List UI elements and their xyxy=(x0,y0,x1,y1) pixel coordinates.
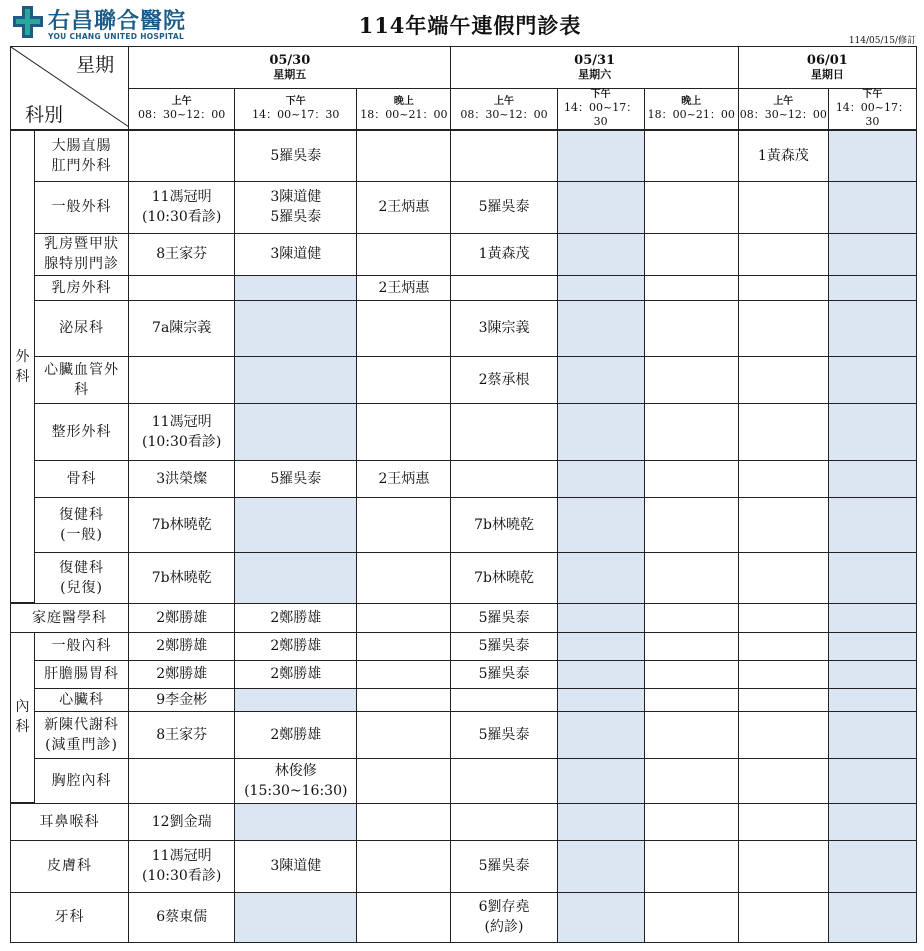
day-header-0601: 06/01 星期日 xyxy=(738,47,916,89)
page-title: 114年端午連假門診表 xyxy=(358,13,582,38)
schedule-cell: 5羅吳泰 xyxy=(451,603,557,632)
schedule-cell xyxy=(557,660,644,688)
schedule-cell xyxy=(644,300,738,356)
schedule-cell xyxy=(557,603,644,632)
schedule-cell: 5羅吳泰 xyxy=(451,840,557,892)
schedule-cell xyxy=(738,632,828,660)
schedule-cell xyxy=(557,460,644,497)
schedule-cell xyxy=(828,688,916,711)
hospital-name-en: YOU CHANG UNITED HOSPITAL xyxy=(48,32,185,41)
schedule-cell xyxy=(644,460,738,497)
schedule-cell xyxy=(644,892,738,942)
schedule-cell: 5羅吳泰 xyxy=(451,632,557,660)
schedule-cell xyxy=(828,356,916,403)
schedule-cell xyxy=(828,403,916,460)
schedule-cell xyxy=(828,803,916,840)
schedule-cell xyxy=(451,803,557,840)
schedule-cell xyxy=(357,497,451,552)
department-name: 整形外科 xyxy=(35,403,129,460)
department-name: 乳房暨甲狀 腺特別門診 xyxy=(35,233,129,275)
schedule-cell: 2鄭勝雄 xyxy=(235,603,357,632)
table-row xyxy=(11,892,917,942)
schedule-cell xyxy=(357,758,451,803)
schedule-cell: 3陳宗義 xyxy=(451,300,557,356)
department-name: 牙科 xyxy=(11,892,129,942)
schedule-cell xyxy=(828,711,916,758)
schedule-cell xyxy=(738,803,828,840)
hospital-logo xyxy=(12,5,187,43)
period-header: 下午 14：00~17：30 xyxy=(557,89,644,131)
schedule-cell xyxy=(557,758,644,803)
department-name: 乳房外科 xyxy=(35,275,129,300)
schedule-cell xyxy=(828,632,916,660)
department-name: 大腸直腸 肛門外科 xyxy=(35,130,129,181)
schedule-cell xyxy=(828,181,916,233)
schedule-cell xyxy=(738,275,828,300)
schedule-cell: 3陳道健 xyxy=(235,233,357,275)
schedule-cell: 8王家芬 xyxy=(129,233,235,275)
schedule-cell xyxy=(644,552,738,603)
schedule-cell xyxy=(828,758,916,803)
schedule-cell xyxy=(738,603,828,632)
schedule-cell xyxy=(357,803,451,840)
department-name: 骨科 xyxy=(35,460,129,497)
schedule-cell xyxy=(644,181,738,233)
page-header xyxy=(0,0,924,46)
schedule-cell xyxy=(738,758,828,803)
schedule-cell xyxy=(357,840,451,892)
schedule-cell: 2王炳惠 xyxy=(357,181,451,233)
schedule-cell: 11馮冠明 (10:30看診) xyxy=(129,840,235,892)
weekday-axis-label: 星期 xyxy=(76,54,115,76)
schedule-cell: 8王家芬 xyxy=(129,711,235,758)
day-header-0531: 05/31 星期六 xyxy=(451,47,738,89)
schedule-cell: 2鄭勝雄 xyxy=(129,660,235,688)
schedule-cell xyxy=(357,892,451,942)
schedule-cell xyxy=(644,130,738,181)
schedule-table xyxy=(10,46,917,943)
schedule-cell xyxy=(557,632,644,660)
department-name: 心臟血管外 科 xyxy=(35,356,129,403)
schedule-cell xyxy=(738,497,828,552)
schedule-cell xyxy=(644,403,738,460)
period-header: 下午 14：00~17：30 xyxy=(235,89,357,131)
schedule-cell: 5羅吳泰 xyxy=(451,181,557,233)
department-name: 皮膚科 xyxy=(11,840,129,892)
schedule-cell: 11馮冠明 (10:30看診) xyxy=(129,181,235,233)
department-name: 一般外科 xyxy=(35,181,129,233)
table-row xyxy=(11,497,917,552)
schedule-cell xyxy=(357,711,451,758)
schedule-cell: 2王炳惠 xyxy=(357,275,451,300)
schedule-cell xyxy=(738,892,828,942)
schedule-cell xyxy=(644,233,738,275)
schedule-cell xyxy=(738,660,828,688)
schedule-cell xyxy=(357,300,451,356)
schedule-cell xyxy=(828,130,916,181)
schedule-cell xyxy=(557,892,644,942)
schedule-cell: 2鄭勝雄 xyxy=(235,660,357,688)
table-row xyxy=(11,275,917,300)
schedule-cell xyxy=(357,403,451,460)
schedule-cell: 3陳道健 xyxy=(235,840,357,892)
schedule-cell xyxy=(129,130,235,181)
period-header: 上午 08：30~12：00 xyxy=(129,89,235,131)
schedule-cell xyxy=(738,181,828,233)
schedule-cell xyxy=(557,552,644,603)
table-row xyxy=(11,356,917,403)
schedule-cell xyxy=(235,300,357,356)
schedule-cell xyxy=(557,356,644,403)
department-name: 耳鼻喉科 xyxy=(11,803,129,840)
table-row xyxy=(11,840,917,892)
schedule-cell xyxy=(644,603,738,632)
table-row xyxy=(11,603,917,632)
schedule-cell: 3陳道健 5羅吳泰 xyxy=(235,181,357,233)
schedule-cell xyxy=(828,660,916,688)
schedule-cell: 7b林曉乾 xyxy=(129,497,235,552)
table-row xyxy=(11,758,917,803)
schedule-cell xyxy=(235,403,357,460)
hospital-cross-icon xyxy=(12,5,44,39)
table-row xyxy=(11,181,917,233)
table-row xyxy=(11,130,917,181)
schedule-cell xyxy=(557,300,644,356)
schedule-cell: 6劉存堯 (約診) xyxy=(451,892,557,942)
schedule-cell xyxy=(235,552,357,603)
table-row xyxy=(11,660,917,688)
schedule-cell xyxy=(738,356,828,403)
department-name: 泌尿科 xyxy=(35,300,129,356)
schedule-cell xyxy=(357,688,451,711)
schedule-cell: 1黃森茂 xyxy=(738,130,828,181)
schedule-cell xyxy=(644,660,738,688)
schedule-cell xyxy=(557,181,644,233)
schedule-cell xyxy=(644,711,738,758)
table-row xyxy=(11,632,917,660)
schedule-cell xyxy=(557,711,644,758)
schedule-cell: 1黃森茂 xyxy=(451,233,557,275)
table-row xyxy=(11,552,917,603)
schedule-cell xyxy=(235,356,357,403)
day-header-0530: 05/30 星期五 xyxy=(129,47,451,89)
table-row xyxy=(11,711,917,758)
schedule-cell xyxy=(828,300,916,356)
schedule-cell xyxy=(828,497,916,552)
schedule-cell: 7a陳宗義 xyxy=(129,300,235,356)
schedule-cell xyxy=(357,603,451,632)
schedule-cell xyxy=(644,356,738,403)
schedule-cell xyxy=(129,356,235,403)
schedule-cell xyxy=(357,632,451,660)
table-row xyxy=(11,803,917,840)
schedule-cell: 11馮冠明 (10:30看診) xyxy=(129,403,235,460)
department-name: 家庭醫學科 xyxy=(11,603,129,632)
schedule-cell xyxy=(644,803,738,840)
period-header: 上午 08：30~12：00 xyxy=(451,89,557,131)
schedule-cell xyxy=(644,840,738,892)
schedule-cell xyxy=(644,758,738,803)
schedule-cell xyxy=(451,758,557,803)
period-header: 下午 14：00~17：30 xyxy=(828,89,916,131)
schedule-cell: 7b林曉乾 xyxy=(451,497,557,552)
schedule-cell xyxy=(828,275,916,300)
schedule-cell: 2鄭勝雄 xyxy=(129,632,235,660)
department-name: 心臟科 xyxy=(35,688,129,711)
schedule-cell xyxy=(828,460,916,497)
schedule-cell xyxy=(557,275,644,300)
schedule-cell xyxy=(235,688,357,711)
schedule-cell: 7b林曉乾 xyxy=(451,552,557,603)
schedule-cell xyxy=(738,688,828,711)
schedule-cell: 3洪榮燦 xyxy=(129,460,235,497)
schedule-cell xyxy=(235,803,357,840)
schedule-cell xyxy=(828,892,916,942)
schedule-cell xyxy=(828,552,916,603)
schedule-cell xyxy=(357,552,451,603)
department-name: 肝膽腸胃科 xyxy=(35,660,129,688)
schedule-cell xyxy=(357,356,451,403)
table-row xyxy=(11,233,917,275)
schedule-cell xyxy=(451,130,557,181)
schedule-cell xyxy=(738,840,828,892)
section-internal: 內 科 xyxy=(11,632,35,803)
schedule-cell xyxy=(451,403,557,460)
table-row xyxy=(11,300,917,356)
table-row xyxy=(11,460,917,497)
schedule-cell xyxy=(557,497,644,552)
schedule-cell xyxy=(557,403,644,460)
schedule-cell xyxy=(235,892,357,942)
schedule-cell xyxy=(451,688,557,711)
department-name: 新陳代謝科 (減重門診) xyxy=(35,711,129,758)
schedule-cell xyxy=(129,275,235,300)
department-name: 胸腔內科 xyxy=(35,758,129,803)
schedule-cell xyxy=(644,632,738,660)
schedule-cell: 12劉金瑞 xyxy=(129,803,235,840)
schedule-cell: 7b林曉乾 xyxy=(129,552,235,603)
schedule-cell xyxy=(644,688,738,711)
table-row xyxy=(11,688,917,711)
schedule-cell: 2蔡承根 xyxy=(451,356,557,403)
schedule-cell xyxy=(828,840,916,892)
schedule-cell: 6蔡東儒 xyxy=(129,892,235,942)
schedule-cell xyxy=(557,130,644,181)
schedule-cell: 5羅吳泰 xyxy=(235,460,357,497)
period-header: 上午 08：30~12：00 xyxy=(738,89,828,131)
schedule-cell: 2鄭勝雄 xyxy=(235,711,357,758)
period-header: 晚上 18：00~21：00 xyxy=(644,89,738,131)
schedule-cell: 9李金彬 xyxy=(129,688,235,711)
department-name: 復健科 (一般) xyxy=(35,497,129,552)
section-surgery: 外 科 xyxy=(11,130,35,603)
schedule-cell: 5羅吳泰 xyxy=(451,711,557,758)
department-name: 一般內科 xyxy=(35,632,129,660)
schedule-cell xyxy=(644,275,738,300)
schedule-cell xyxy=(828,603,916,632)
schedule-cell xyxy=(451,275,557,300)
schedule-cell xyxy=(357,660,451,688)
schedule-cell xyxy=(129,758,235,803)
schedule-cell: 5羅吳泰 xyxy=(235,130,357,181)
schedule-cell xyxy=(738,300,828,356)
hospital-name-cn: 右昌聯合醫院 xyxy=(48,9,187,34)
schedule-cell xyxy=(235,497,357,552)
table-corner-header xyxy=(11,47,129,131)
schedule-cell xyxy=(357,130,451,181)
schedule-cell: 林俊修 (15:30~16:30) xyxy=(235,758,357,803)
schedule-cell xyxy=(357,233,451,275)
schedule-cell xyxy=(557,803,644,840)
schedule-cell xyxy=(557,688,644,711)
schedule-cell xyxy=(235,275,357,300)
schedule-cell xyxy=(557,233,644,275)
schedule-cell xyxy=(738,711,828,758)
schedule-cell xyxy=(738,552,828,603)
revision-date: 114/05/15/修訂 xyxy=(848,36,916,46)
department-name: 復健科 (兒復) xyxy=(35,552,129,603)
schedule-cell xyxy=(451,460,557,497)
table-row xyxy=(11,403,917,460)
schedule-cell: 2鄭勝雄 xyxy=(129,603,235,632)
department-axis-label: 科別 xyxy=(25,104,64,126)
schedule-cell xyxy=(738,403,828,460)
schedule-cell xyxy=(557,840,644,892)
schedule-cell xyxy=(738,233,828,275)
period-header: 晚上 18：00~21：00 xyxy=(357,89,451,131)
schedule-cell: 2鄭勝雄 xyxy=(235,632,357,660)
schedule-cell: 2王炳惠 xyxy=(357,460,451,497)
schedule-cell: 5羅吳泰 xyxy=(451,660,557,688)
schedule-cell xyxy=(828,233,916,275)
schedule-cell xyxy=(644,497,738,552)
schedule-cell xyxy=(738,460,828,497)
